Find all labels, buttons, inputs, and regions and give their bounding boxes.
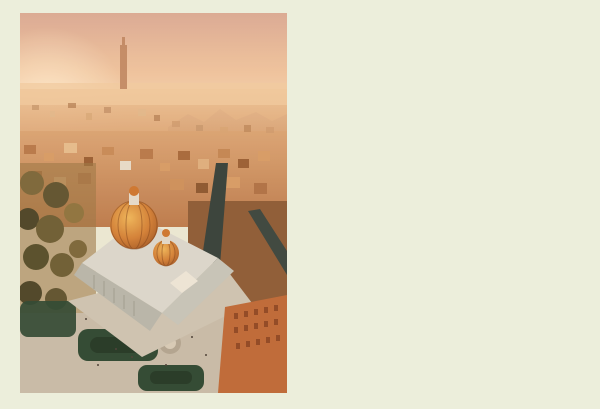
mexico-city-aerial-photo [20, 13, 287, 393]
right-page [300, 0, 600, 409]
warm-wash [20, 13, 287, 393]
city-photo [20, 13, 287, 393]
